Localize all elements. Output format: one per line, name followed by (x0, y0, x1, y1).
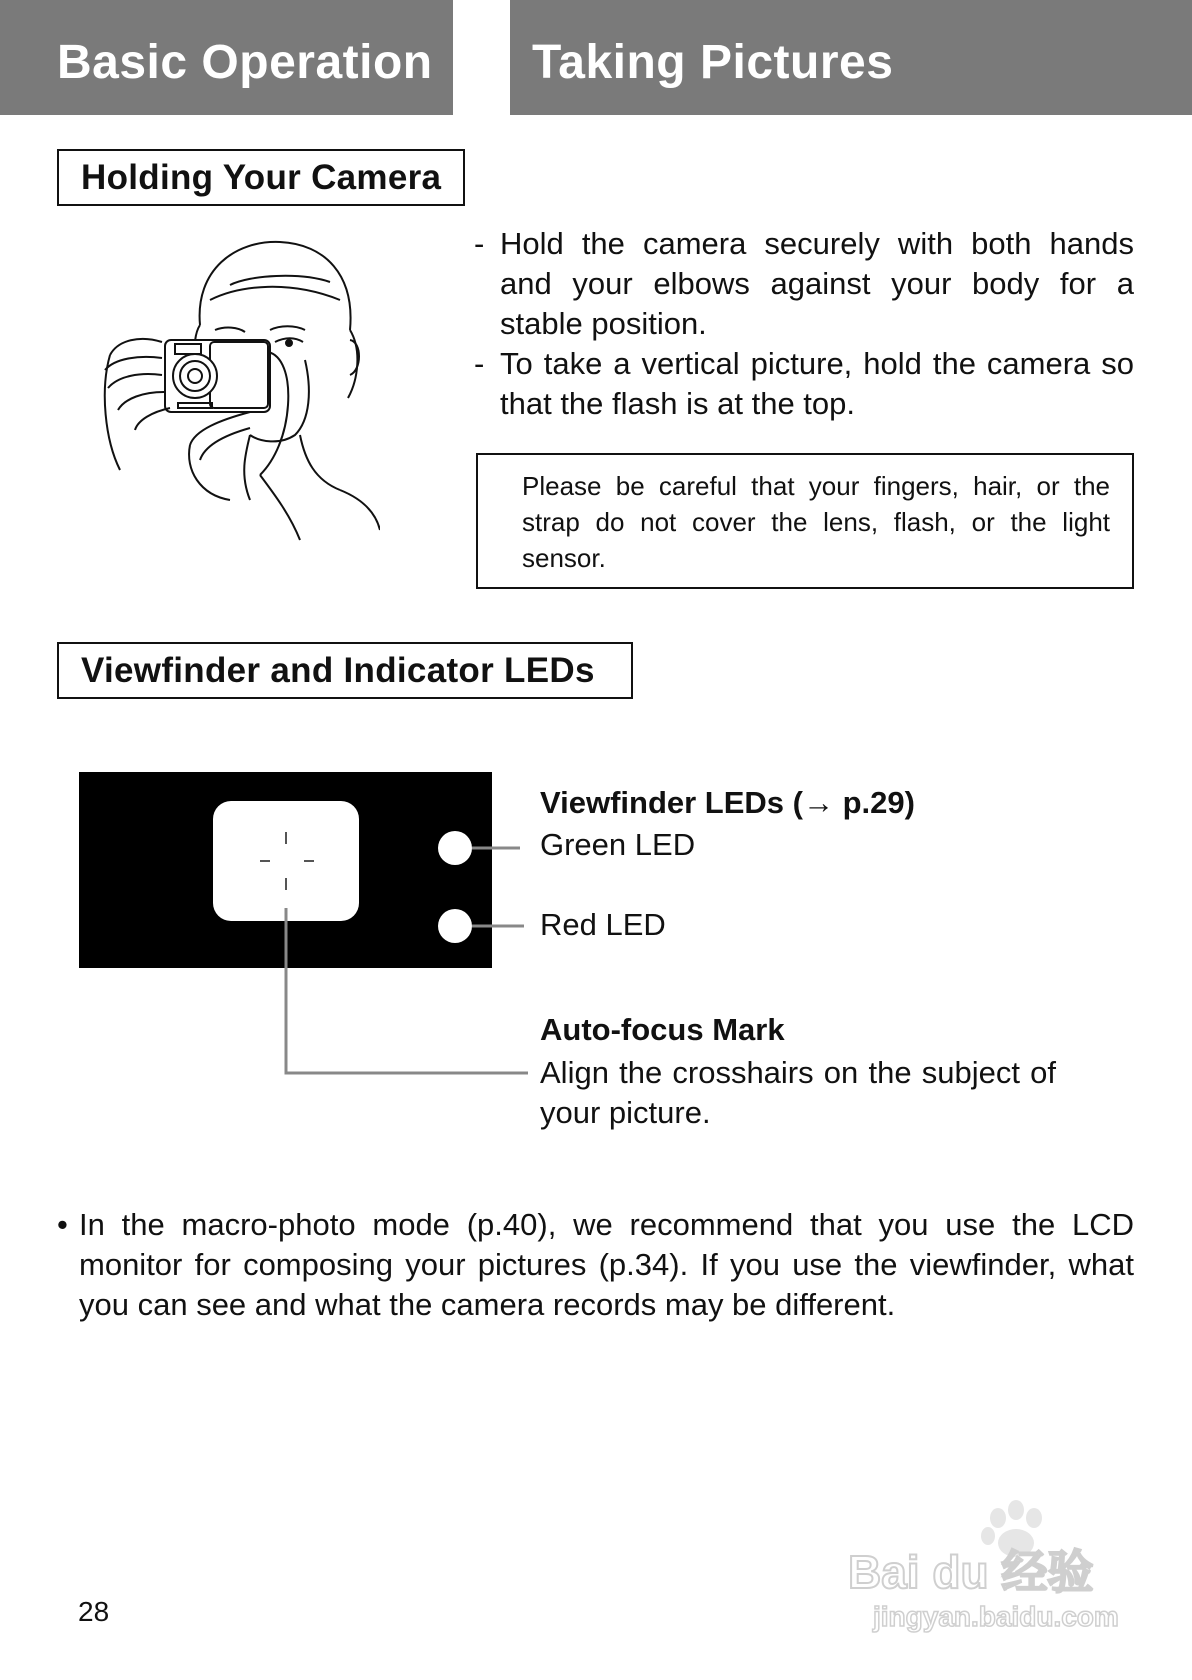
watermark-url: jingyan.baidu.com (873, 1601, 1119, 1632)
caution-note (476, 453, 1134, 589)
macro-mode-note-text: In the macro-photo mode (p.40), we recommend that you use the LCD monitor for composing your pictures (p.34). If you use the viewfinder, what you can see and what the camera records may be different. (79, 1207, 1134, 1322)
dash-marker: - (474, 226, 485, 261)
header-basic-operation: Basic Operation (0, 0, 453, 115)
viewfinder-window (213, 801, 359, 921)
list-item (474, 344, 1134, 424)
section-title-holding-label: Holding Your Camera (81, 157, 442, 197)
red-led-icon (438, 909, 472, 943)
green-led-label: Green LED (540, 827, 696, 862)
header-taking-pictures: Taking Pictures (510, 0, 1192, 115)
dash-marker: - (474, 346, 485, 381)
section-title-viewfinder (57, 642, 633, 699)
baidu-jingyan-watermark (838, 1488, 1138, 1638)
watermark-brand: Bai du 经验 (848, 1546, 1094, 1598)
holding-instruction-text: Hold the camera securely with both hands and your elbows against your body for a stable position. (500, 226, 1134, 341)
page-number: 28 (78, 1596, 110, 1627)
viewfinder-leds-title: Viewfinder LEDs (→ p.29) (540, 785, 915, 820)
green-led-icon (438, 831, 472, 865)
list-item (474, 224, 1134, 344)
auto-focus-mark-title: Auto-focus Mark (540, 1012, 785, 1047)
auto-focus-mark-description: Align the crosshairs on the subject of your picture. (540, 1055, 1056, 1130)
viewfinder-diagram (70, 760, 570, 1090)
holding-instructions (474, 224, 1134, 424)
caution-note-text: Please be careful that your fingers, hair, or the strap do not cover the lens, flash, or the light sensor. (522, 471, 1110, 573)
holding-instruction-text: To take a vertical picture, hold the camera so that the flash is at the top. (500, 346, 1134, 421)
holding-camera-illustration (100, 230, 380, 560)
red-led-label: Red LED (540, 907, 666, 942)
macro-mode-note (57, 1205, 1134, 1325)
bullet-marker: • (57, 1207, 68, 1242)
section-title-viewfinder-label: Viewfinder and Indicator LEDs (81, 650, 595, 690)
section-title-holding-camera (57, 149, 465, 206)
